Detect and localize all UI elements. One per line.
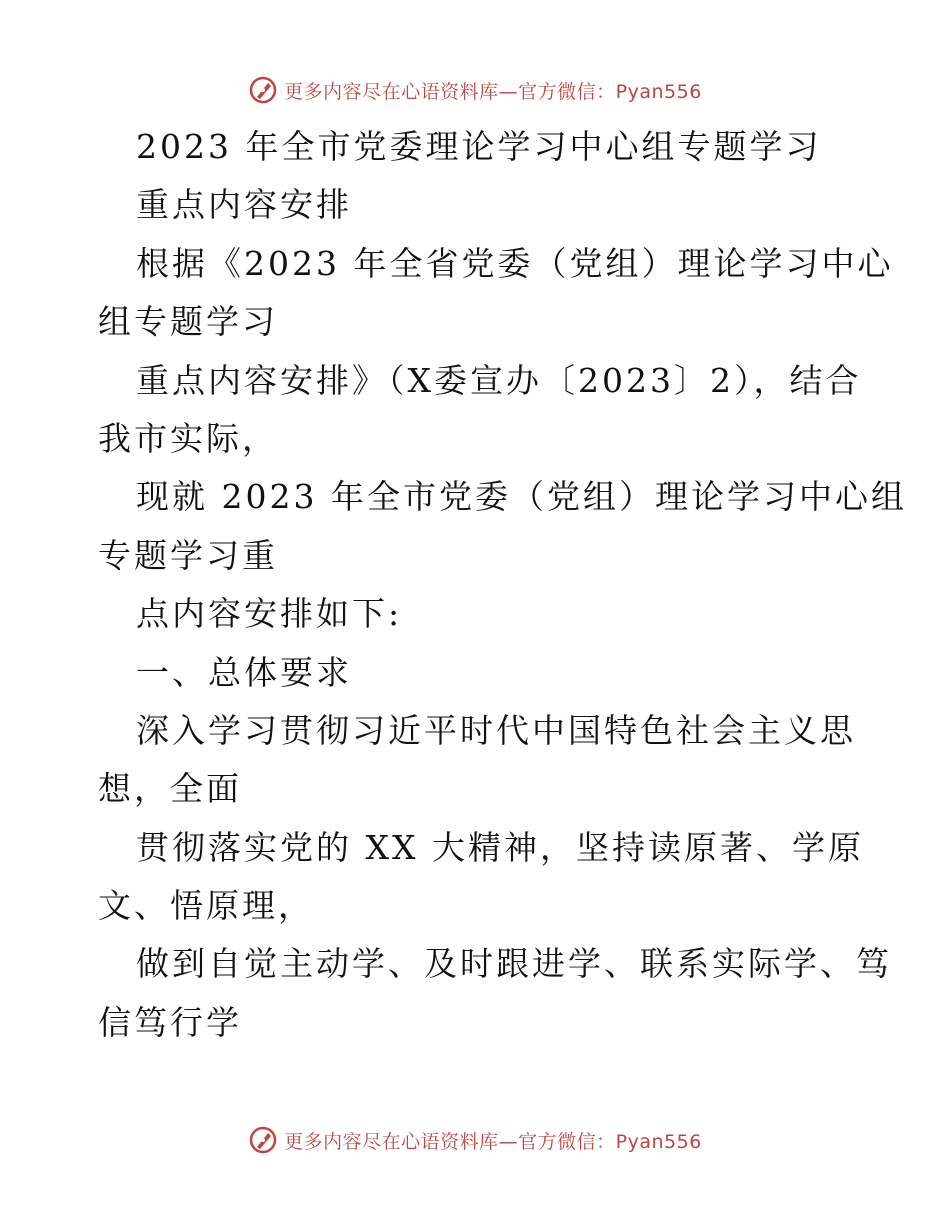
doc-line: 重点内容安排》（X委宣办〔2023〕2），结合 — [136, 360, 862, 400]
doc-line: 做到自觉主动学、及时跟进学、联系实际学、笃 — [136, 944, 892, 984]
doc-line: 深入学习贯彻习近平时代中国特色社会主义思 — [136, 710, 856, 750]
doc-line: 点内容安排如下: — [136, 594, 403, 634]
document-body — [98, 118, 907, 1052]
doc-line: 重点内容安排 — [136, 185, 352, 225]
pen-nib-logo-icon — [248, 75, 278, 105]
header-watermark — [0, 70, 950, 110]
watermark-text: 更多内容尽在心语资料库—官方微信：Pyan556 — [284, 80, 702, 103]
doc-line: 根据《2023 年全省党委（党组）理论学习中心 — [136, 243, 894, 283]
pen-nib-logo-icon — [248, 1125, 278, 1155]
doc-line: 2023 年全市党委理论学习中心组专题学习 — [136, 127, 822, 166]
footer-watermark — [0, 1120, 950, 1160]
doc-line: 一、总体要求 — [136, 652, 352, 692]
doc-line: 信笃行学 — [98, 1002, 242, 1042]
doc-line: 想，全面 — [98, 769, 242, 809]
watermark-text: 更多内容尽在心语资料库—官方微信：Pyan556 — [284, 1130, 702, 1153]
doc-line: 专题学习重 — [98, 535, 278, 575]
doc-line: 组专题学习 — [98, 302, 278, 342]
doc-line: 文、悟原理， — [98, 886, 314, 926]
doc-line: 我市实际， — [98, 418, 278, 458]
doc-line: 贯彻落实党的 XX 大精神，坚持读原著、学原 — [136, 827, 864, 867]
doc-line: 现就 2023 年全市党委（党组）理论学习中心组 — [136, 477, 907, 517]
